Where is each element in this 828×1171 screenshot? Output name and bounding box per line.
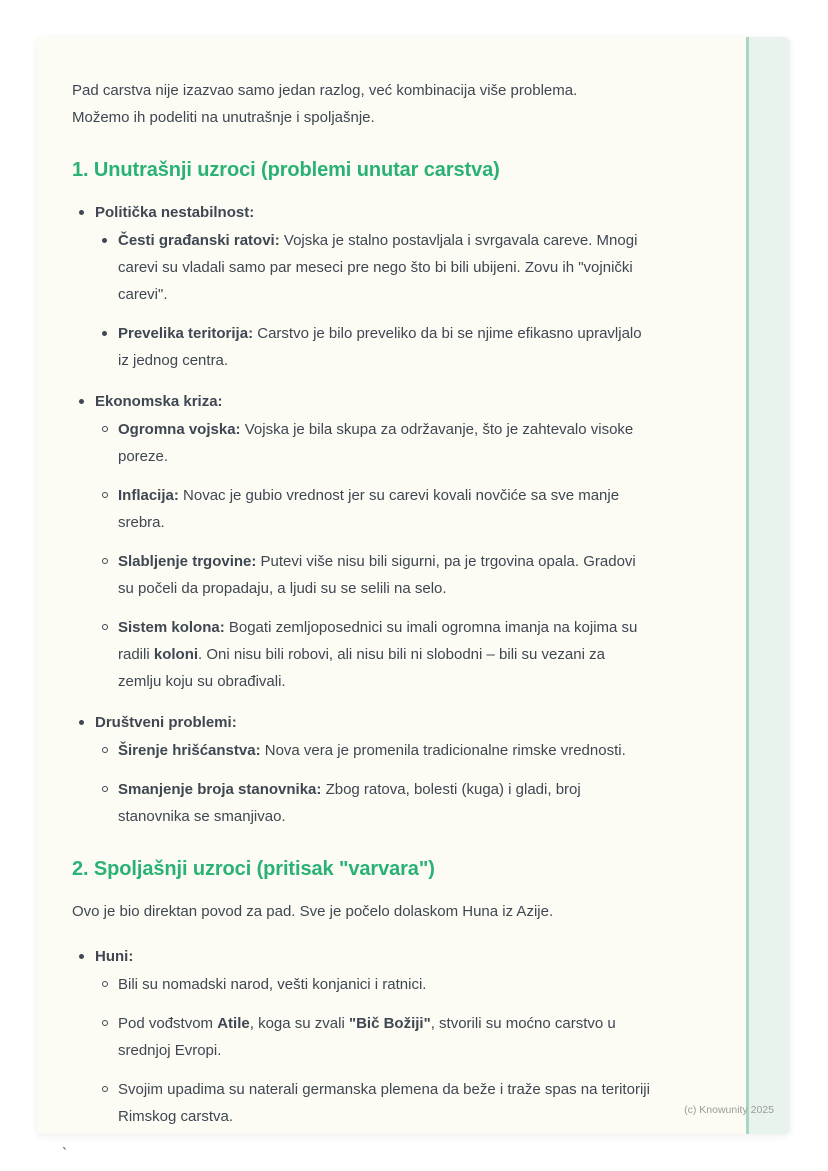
item-text: Nova vera je promenila tradicionalne rimske vrednosti. <box>260 742 626 759</box>
group-title-text: Društveni problemi: <box>95 714 237 731</box>
list-item <box>72 227 650 308</box>
list-item <box>72 737 650 764</box>
bullet-circle-icon <box>102 492 108 498</box>
sub-list <box>72 971 650 1130</box>
section-1-heading: 1. Unutrašnji uzroci (problemi unutar carstva) <box>72 159 500 181</box>
sub-list <box>72 227 650 374</box>
item-bold-inline: koloni <box>153 646 199 663</box>
item-bold-lead: Prevelika teritorija: <box>118 325 254 342</box>
list-item <box>72 971 650 998</box>
sub-list <box>72 737 650 830</box>
copyright-footer: (c) Knowunity 2025 <box>684 1104 774 1116</box>
intro-line-1: Pad carstva nije izazvao samo jedan razlog, već kombinacija više problema. <box>72 82 578 99</box>
bullet-disc-icon <box>102 238 107 243</box>
item-text: Vojska je stalno postavljala i svrgavala careve. Mnogi carevi su vladali samo par meseci pre nego što bi bili ubijeni. Zovu ih "vojnički carevi". <box>118 232 638 303</box>
list-item <box>72 320 650 374</box>
group-title-text: Ekonomska kriza: <box>95 393 223 410</box>
group-title-text: Politička nestabilnost: <box>95 204 255 221</box>
item-bold-lead: Ogromna vojska: <box>118 421 241 438</box>
list-item <box>72 1076 650 1130</box>
stray-backtick-character: ` <box>62 1145 67 1162</box>
item-bold-lead: Smanjenje broja stanovnika: <box>118 781 322 798</box>
page-content <box>62 77 650 1167</box>
item-text: , koga su zvali <box>249 1015 349 1032</box>
item-bold-inline: Atile <box>217 1015 250 1032</box>
group-politicka-nestabilnost <box>72 199 650 374</box>
item-text: Zbog ratova, bolesti (kuga) i gladi, broj stanovnika se smanjivao. <box>118 781 581 825</box>
bullet-circle-icon <box>102 624 108 630</box>
section-2-lead-paragraph: Ovo je bio direktan povod za pad. Sve je počelo dolaskom Huna iz Azije. <box>72 903 554 920</box>
bullet-circle-icon <box>102 1020 108 1026</box>
group-title <box>72 943 650 970</box>
bullet-disc-icon <box>79 399 84 404</box>
list-item <box>72 482 650 536</box>
page-accent-bar <box>746 37 790 1134</box>
section-2-heading: 2. Spoljašnji uzroci (pritisak "varvara") <box>72 858 435 880</box>
group-title <box>72 709 650 736</box>
group-drustveni-problemi <box>72 709 650 830</box>
item-bold-lead: Česti građanski ratovi: <box>118 232 280 249</box>
bullet-circle-icon <box>102 747 108 753</box>
bullet-circle-icon <box>102 558 108 564</box>
bullet-disc-icon <box>79 210 84 215</box>
intro-paragraph <box>72 77 650 131</box>
item-text: Novac je gubio vrednost jer su carevi kovali novčiće sa sve manje srebra. <box>118 487 620 531</box>
list-item <box>72 776 650 830</box>
bullet-circle-icon <box>102 1086 108 1092</box>
list-item <box>72 548 650 602</box>
intro-line-2: Možemo ih podeliti na unutrašnje i spoljašnje. <box>72 109 375 126</box>
group-ekonomska-kriza <box>72 388 650 695</box>
item-text: , stvorili su moćno carstvo u srednjoj Evropi. <box>118 1015 616 1059</box>
bullet-circle-icon <box>102 981 108 987</box>
group-title <box>72 199 650 226</box>
item-bold-lead: Širenje hrišćanstva: <box>118 742 261 759</box>
list-item <box>72 614 650 695</box>
bullet-disc-icon <box>102 331 107 336</box>
sub-list <box>72 416 650 695</box>
group-huni <box>72 943 650 1130</box>
item-bold-inline: "Bič Božiji" <box>348 1015 431 1032</box>
item-text: Bogati zemljoposednici su imali ogromna imanja na kojima su radili <box>118 619 638 663</box>
item-bold-lead: Inflacija: <box>118 487 179 504</box>
item-bold-lead: Sistem kolona: <box>118 619 225 636</box>
list-item <box>72 1010 650 1064</box>
bullet-circle-icon <box>102 786 108 792</box>
group-title-text: Huni: <box>95 948 134 965</box>
item-text: . Oni nisu bili robovi, ali nisu bili ni slobodni – bili su vezani za zemlju koju su obrađivali. <box>118 646 605 690</box>
item-text: Vojska je bila skupa za održavanje, što je zahtevalo visoke poreze. <box>118 421 634 465</box>
item-text: Carstvo je bilo preveliko da bi se njime efikasno upravljalo iz jednog centra. <box>118 325 642 369</box>
item-text: Pod vođstvom <box>118 1015 218 1032</box>
item-text: Putevi više nisu bili sigurni, pa je trgovina opala. Gradovi su počeli da propadaju, a ljudi su se selili na selo. <box>118 553 636 597</box>
list-item <box>72 416 650 470</box>
bullet-disc-icon <box>79 720 84 725</box>
note-page <box>37 37 790 1162</box>
item-bold-lead: Slabljenje trgovine: <box>118 553 257 570</box>
bullet-circle-icon <box>102 426 108 432</box>
item-text: Svojim upadima su naterali germanska plemena da beže i traže spas na teritoriji Rimskog carstva. <box>118 1081 650 1125</box>
group-title <box>72 388 650 415</box>
bullet-disc-icon <box>79 954 84 959</box>
item-text: Bili su nomadski narod, vešti konjanici i ratnici. <box>118 976 427 993</box>
